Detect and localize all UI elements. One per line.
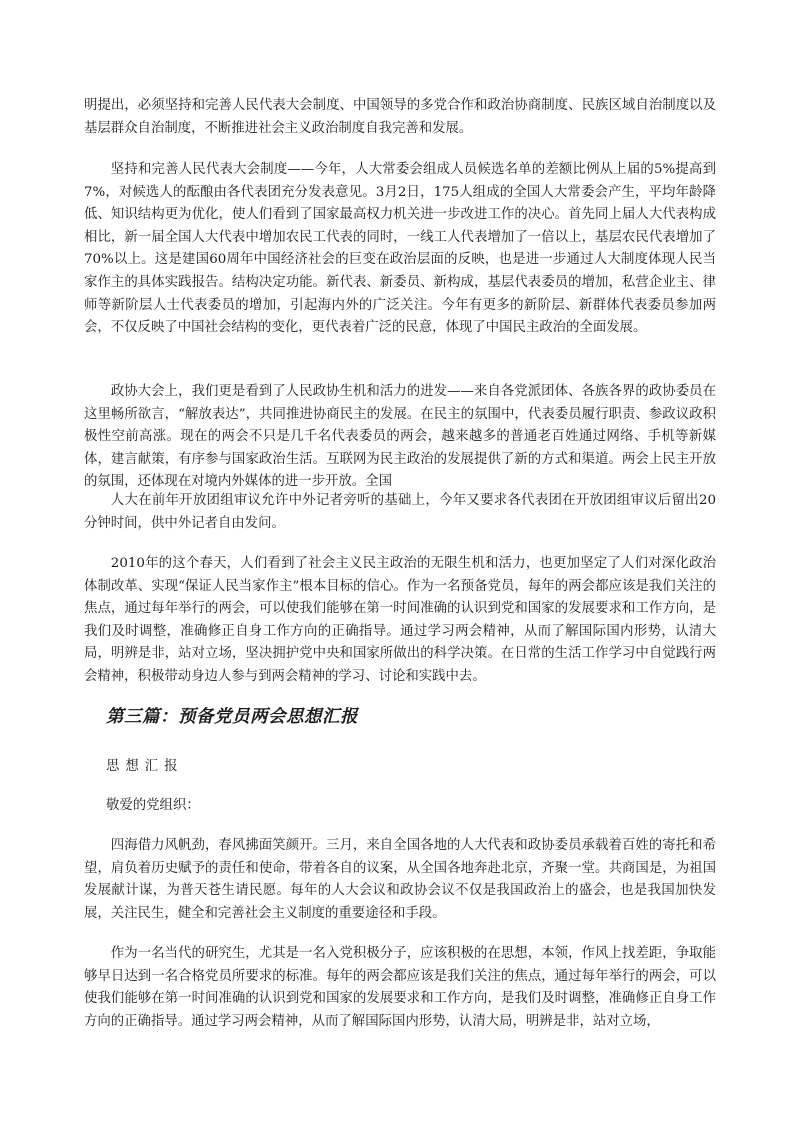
section-heading: 第三篇：预备党员两会思想汇报	[106, 707, 358, 727]
paragraph-two-sessions-intro: 四海借力风帆劲，春风拂面笑颜开。三月，来自全国各地的人大代表和政协委员承载着百姓的寄托和希望，肩负着历史赋予的责任和使命，带着各自的议案，从全国各地奔赴北京，齐聚一堂。共商国是，为祖国发展献计谋，为普天苍生请民愿。每年的人大会议和政协会议不仅是我国政治上的盛会，也是我国加快发展，关注民生，健全和完善社会主义制度的重要途径和手段。	[84, 838, 716, 921]
paragraph-cppcc: 政协大会上，我们更是看到了人民政协生机和活力的进发——来自各党派团体、各族各界的政协委员在这里畅所欲言，“解放表达”，共同推进协商民主的发展。在民主的氛围中，代表委员履行职责、参政议政积极性空前高涨。现在的两会不只是几千名代表委员的两会，越来越多的普通老百姓通过网络、手机等新媒体，建言献策，有序参与国家政治生活。互联网为民主政治的发展提供了新的方式和渠道。两会上民主开放的氛围，还体现在对境内外媒体的进一步开放。全国	[84, 384, 716, 490]
paragraph-continuation: 明提出，必须坚持和完善人民代表大会制度、中国领导的多党合作和政治协商制度、民族区域自治制度以及基层群众自治制度，不断推进社会主义政治制度自我完善和发展。	[84, 98, 716, 136]
paragraph-spring-2010: 2010年的这个春天，人们看到了社会主义民主政治的无限生机和活力，也更加坚定了人们对深化政治体制改革、实现“保证人民当家作主”根本目标的信心。作为一名预备党员，每年的两会都应该是我们关注的焦点，通过每年举行的两会，可以使我们能够在第一时间准确的认识到党和国家的发展要求和工作方向，是我们及时调整，准确修正自身工作方向的正确指导。通过学习两会精神，从而了解国际国内形势，认清大局，明辨是非，站对立场，坚决拥护党中央和国家所做出的科学决策。在日常的生活工作学习中自觉践行两会精神，积极带动身边人参与到两会精神的学习、讨论和实践中去。	[84, 556, 716, 684]
paragraph-graduate-student: 作为一名当代的研究生，尤其是一名入党积极分子，应该积极的在思想，本领，作风上找差距，争取能够早日达到一名合格党员所要求的标准。每年的两会都应该是我们关注的焦点，通过每年举行的两会，可以使我们能够在第一时间准确的认识到党和国家的发展要求和工作方向，是我们及时调整，准确修正自身工作方向的正确指导。通过学习两会精神，从而了解国际国内形势，认清大局，明辨是非，站对立场，	[84, 946, 716, 1029]
paragraph-media-access: 人大在前年开放团组审议允许中外记者旁听的基础上，今年又要求各代表团在开放团组审议后留出20分钟时间，供中外记者自由发问。	[84, 493, 716, 531]
salutation: 敬爱的党组织：	[106, 798, 200, 813]
paragraph-npc-system: 坚持和完善人民代表大会制度——今年，人大常委会组成人员候选名单的差额比例从上届的5%提高到7%，对候选人的酝酿由各代表团充分发表意见。3月2日，175人组成的全国人大常委会产生，平均年龄降低、知识结构更为优化，使人们看到了国家最高权力机关进一步改进工作的决心。首先同上届人大代表构成相比，新一届全国人大代表中增加农民工代表的同时，一线工人代表增加了一倍以上，基层农民代表增加了70%以上。这是建国60周年中国经济社会的巨变在政治层面的反映，也是进一步通过人大制度体现人民当家作主的具体实践报告。结构决定功能。新代表、新委员、新构成，基层代表委员的增加，私营企业主、律师等新阶层人士代表委员的增加，引起海内外的广泛关注。今年有更多的新阶层、新群体代表委员参加两会，不仅反映了中国社会结构的变化，更代表着广泛的民意，体现了中国民主政治的全面发展。	[84, 162, 716, 336]
report-title: 思想汇报	[106, 759, 184, 774]
